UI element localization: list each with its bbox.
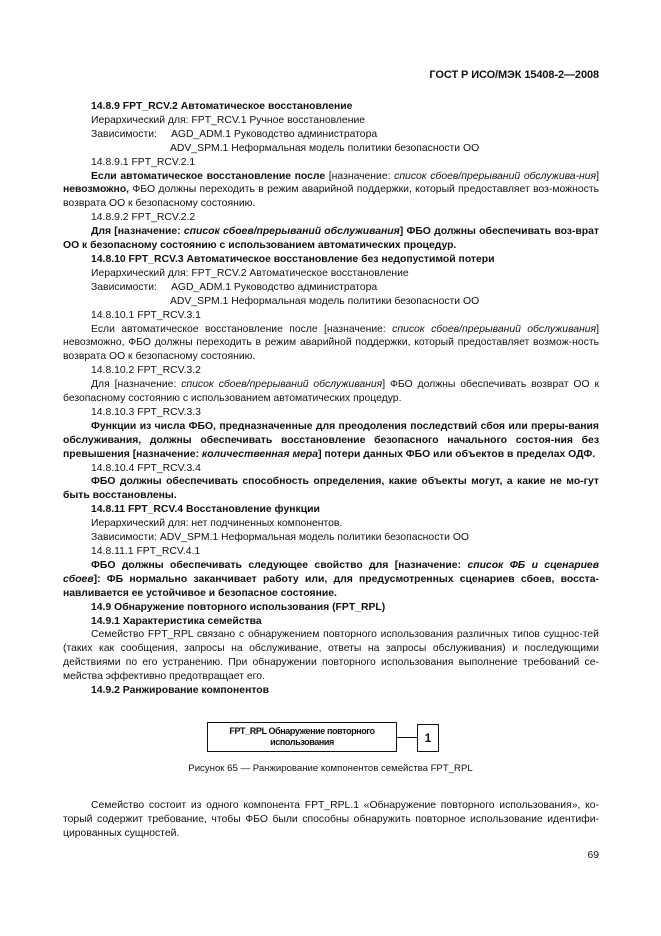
figure-caption: Рисунок 65 — Ранжирование компонентов семейства FPT_RPL — [188, 763, 473, 774]
element-number: 14.8.10.2 FPT_RCV.3.2 — [91, 365, 201, 377]
component-heading: 14.8.10 FPT_RCV.3 Автоматическое восстановление без недопустимой потери — [91, 253, 495, 265]
component-title: Автоматическое восстановление без недопустимой потери — [186, 253, 495, 265]
component-title: Восстановление функции — [185, 504, 320, 516]
component-title: Автоматическое восстановление — [180, 101, 353, 112]
element-number: 14.8.9.2 FPT_RCV.2.2 — [91, 212, 196, 224]
subsection-heading: 14.9.2 Ранжирование компонентов — [91, 685, 270, 697]
section-heading: 14.9 Обнаружение повторного использования (FPT_RPL) — [91, 601, 386, 613]
element-text: ФБО должны обеспечивать следующее свойство для [назначение: список ФБ и сценариев сбоев]: ФБ нормально заканчивает работу или, для предусмотренных сценариев сбоев, восста-навливается ее устойчивое и безопасное состояние. — [63, 559, 599, 599]
element-number: 14.8.10.1 FPT_RCV.3.1 — [91, 309, 201, 321]
element-number: 14.8.10.3 FPT_RCV.3.3 — [91, 406, 201, 418]
element-number: 14.8.10.4 FPT_RCV.3.4 — [91, 462, 201, 474]
element-text: Для [назначение: список сбоев/прерываний обслуживания] ФБО должны обеспечивать воз-врат ОО к безопасному состоянию с использованием автоматических процедур. — [63, 226, 600, 252]
figure-connector-line — [397, 737, 417, 738]
figure-level-box: 1 — [417, 724, 439, 752]
dependencies-line: Зависимости: ADV_SPM.1 Неформальная модель политики безопасности ОО — [91, 532, 469, 544]
hierarchical-line: Иерархический для: FPT_RCV.2 Автоматическое восстановление — [91, 267, 409, 279]
page-number: 69 — [587, 850, 599, 861]
dependencies-line-2: ADV_SPM.1 Неформальная модель политики безопасности ОО — [170, 295, 480, 307]
family-components-text: Семейство состоит из одного компонента FPT_RPL.1 «Обнаружение повторного использования», ко-торый содержит требование, чтобы ФБО были способны обнаружить повторное использование идентифи-цированных сущностей. — [63, 800, 599, 839]
dependencies-line: Зависимости: AGD_ADM.1 Руководство администратора — [91, 281, 378, 293]
element-text: Для [назначение: список сбоев/прерываний обслуживания] ФБО должны обеспечивать возврат ОО к безопасному состоянию с использованием автоматических процедур. — [63, 379, 599, 405]
document-body — [63, 100, 599, 698]
dependencies-line: Зависимости: AGD_ADM.1 Руководство администратора — [91, 128, 378, 140]
element-text: ФБО должны обеспечивать способность определения, какие объекты могут, а какие не мо-гут быть восстановлены. — [63, 476, 599, 502]
component-heading: 14.8.11 FPT_RCV.4 Восстановление функции — [91, 504, 320, 516]
element-text: Если автоматическое восстановление после [назначение: список сбоев/прерываний обслуживания] невозможно, ФБО должны переходить в режим аварийной поддержки, который предоставляет возмож-ность возврата ОО к безопасному состоянию. — [63, 323, 599, 363]
figure-component-box: FPT_RPL Обнаружение повторного использования — [207, 722, 397, 752]
subsection-heading: 14.9.1 Характеристика семейства — [91, 615, 262, 627]
running-header: ГОСТ Р ИСО/МЭК 15408-2—2008 — [429, 69, 599, 81]
element-text: Если автоматическое восстановление после [назначение: список сбоев/прерываний обслужива-ния] невозможно, ФБО должны переходить в режим аварийной поддержки, который предоставляет воз-можность возврата ОО к безопасному состоянию. — [63, 170, 599, 210]
element-number: 14.8.11.1 FPT_RCV.4.1 — [91, 546, 201, 557]
hierarchical-line: Иерархический для: нет подчиненных компонентов. — [91, 518, 343, 530]
hierarchical-line: Иерархический для: FPT_RCV.1 Ручное восстановление — [91, 114, 366, 126]
component-heading: 14.8.9 FPT_RCV.2 Автоматическое восстановление — [91, 101, 353, 112]
dependencies-line-2: ADV_SPM.1 Неформальная модель политики безопасности ОО — [170, 142, 480, 154]
element-number: 14.8.9.1 FPT_RCV.2.1 — [91, 156, 196, 168]
element-text: Функции из числа ФБО, предназначенные для преодоления последствий сбоя или преры-вания обслуживания, должны обеспечивать восстановление безопасного начального состоя-ния без превышения [назначение: количественная мера] потери данных ФБО или объектов в пределах ОДФ. — [63, 420, 599, 460]
family-description: Семейство FPT_RPL связано с обнаружением повторного использования различных типов сущнос-тей (таких как сообщения, запросы на обслуживание, ответы на запросы обслуживания) и последующими действиями по его устранению. При обнаружении повторного использования выполнение требований се-мейства эффективно предотвращает его. — [63, 629, 599, 683]
